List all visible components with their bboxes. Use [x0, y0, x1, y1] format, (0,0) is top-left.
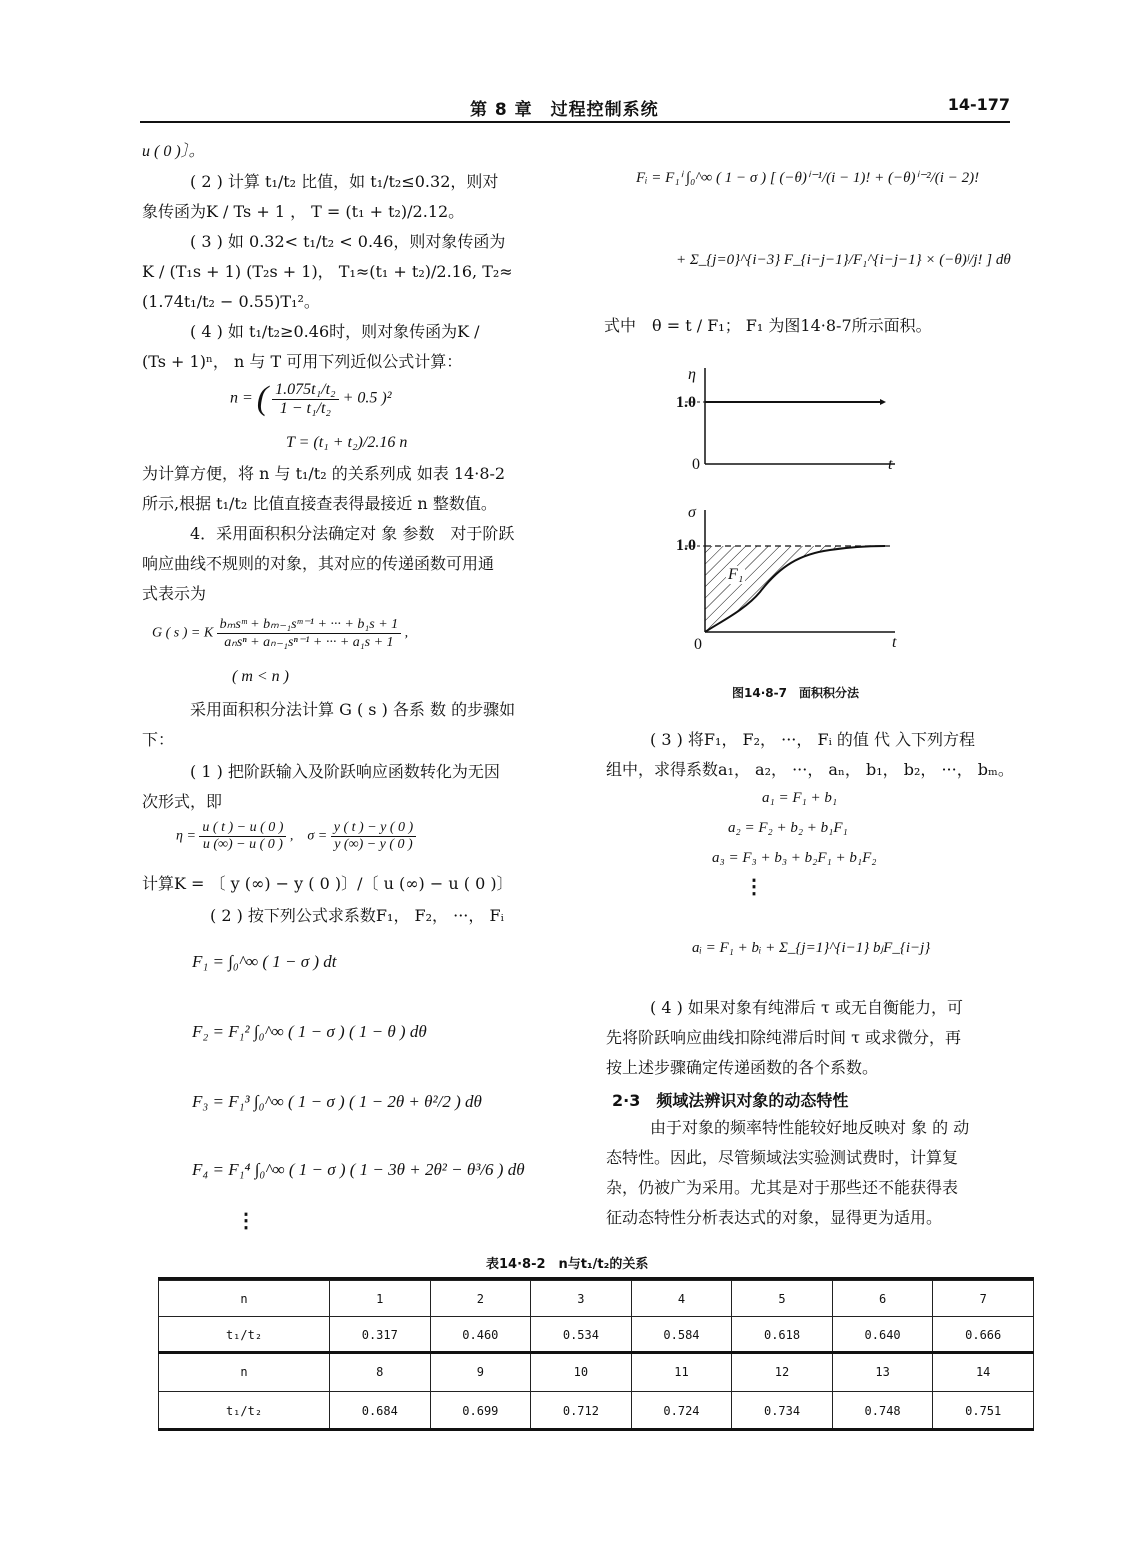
text-line: 杂，仍被广为采用。尤其是对于那些还不能获得表	[606, 1178, 959, 1197]
table-cell: 9	[430, 1353, 531, 1392]
table-cell: 14	[933, 1353, 1034, 1392]
text-line: u ( 0 )〕。	[142, 143, 205, 160]
axis-label-eta: η	[688, 366, 696, 383]
table-cell: 2	[430, 1281, 531, 1317]
formula-f1: F₁ = ∫₀^∞ ( 1 − σ ) dt	[192, 952, 337, 971]
section-heading: 2·3 频域法辨识对象的动态特性	[612, 1091, 849, 1110]
header-rule	[140, 121, 1010, 123]
numerator: u ( t ) − u ( 0 )	[199, 820, 286, 837]
table-cell: 8	[330, 1353, 431, 1392]
axis-label-t: t	[892, 634, 897, 651]
formula-n: n = ( $\frac{\text{1.075t₁/t₂}}{\text{1 − t₁/t₂}}$ + 0.5 )²	[230, 380, 392, 417]
axis-label-t: t	[888, 456, 893, 473]
chapter-title: 第 8 章 过程控制系统	[470, 100, 659, 120]
text-line: (1.74t₁/t₂ − 0.55)T₁²。	[142, 292, 320, 311]
formula-a2: a₂ = F₂ + b₂ + b₁F₁	[728, 820, 848, 836]
table-cell: 0.666	[933, 1317, 1034, 1353]
table-cell: 0.618	[732, 1317, 833, 1353]
text-line: ( 2 ) 计算 t₁/t₂ 比值，如 t₁/t₂≤0.32，则对	[190, 172, 499, 191]
text-line: 态特性。因此，尽管频域法实验测试费时，计算复	[606, 1148, 959, 1167]
table-cell: 0.534	[531, 1317, 632, 1353]
tick-label: 0	[692, 456, 700, 473]
formula-a1: a₁ = F₁ + b₁	[762, 790, 838, 806]
vertical-ellipsis: ⋮	[236, 1208, 256, 1232]
text-line: 式表示为	[142, 584, 207, 603]
table-cell: 0.640	[832, 1317, 933, 1353]
text-line: 征动态特性分析表达式的对象，显得更为适用。	[606, 1208, 943, 1227]
formula-part: , σ =	[289, 828, 328, 844]
formula-part: G ( s ) = K	[152, 625, 214, 641]
text-line: 为计算方便，将 n 与 t₁/t₂ 的关系列成 如表 14·8-2	[142, 464, 506, 483]
table-cell: 0.734	[732, 1392, 833, 1431]
text-line: ( 1 ) 把阶跃输入及阶跃响应函数转化为无因	[190, 762, 500, 781]
table-row	[159, 1317, 1034, 1353]
text-line: 4．采用面积积分法确定对 象 参数 对于阶跃	[190, 524, 515, 543]
table-cell: 0.712	[531, 1392, 632, 1431]
formula-ai: aᵢ = F₁ + bᵢ + Σ_{j=1}^{i−1} bⱼF_{i−j}	[692, 940, 931, 956]
text-line: 先将阶跃响应曲线扣除纯滞后时间 τ 或求微分，再	[606, 1028, 962, 1047]
axis-label-sigma: σ	[688, 504, 696, 521]
row-header-cell: t₁/t₂	[159, 1317, 330, 1353]
page-number: 14-177	[947, 95, 1010, 114]
table-cell: 0.584	[631, 1317, 732, 1353]
arrow-icon	[880, 399, 886, 405]
text-line: 按上述步骤确定传递函数的各个系数。	[606, 1058, 879, 1077]
table-row	[159, 1281, 1034, 1317]
text-line: ( 2 ) 按下列公式求系数F₁， F₂， ···， Fᵢ	[210, 906, 504, 925]
table-cell: 10	[531, 1353, 632, 1392]
formula-part: η =	[176, 828, 196, 844]
tick-label: 0	[694, 636, 702, 653]
table-cell: 4	[631, 1281, 732, 1317]
text-line: 式中 θ = t / F₁； F₁ 为图14·8-7所示面积。	[604, 316, 932, 335]
table-cell: 5	[732, 1281, 833, 1317]
table-cell: 0.684	[330, 1392, 431, 1431]
denominator: y (∞) − y ( 0 )	[334, 837, 413, 852]
formula-f2: F₂ = F₁² ∫₀^∞ ( 1 − σ ) ( 1 − θ ) dθ	[192, 1022, 427, 1041]
text-line: 所示,根据 t₁/t₂ 比值直接查表得最接近 n 整数值。	[142, 494, 497, 513]
denominator: aₙsⁿ + aₙ₋₁sⁿ⁻¹ + ··· + a₁s + 1	[224, 635, 394, 650]
row-header-cell: n	[159, 1353, 330, 1392]
formula-f3: F₃ = F₁³ ∫₀^∞ ( 1 − σ ) ( 1 − 2θ + θ²/2 ) dθ	[192, 1092, 482, 1111]
table-bottom-rule	[158, 1428, 1034, 1431]
table-cell: 3	[531, 1281, 632, 1317]
text-line: ( 3 ) 如 0.32< t₁/t₂ < 0.46，则对象传函为	[190, 232, 506, 251]
hatched-area-f1	[705, 546, 885, 632]
formula-t: T = (t₁ + t₂)/2.16 n	[286, 434, 408, 451]
text-line: 采用面积积分法计算 G ( s ) 各系 数 的步骤如	[190, 700, 516, 719]
formula-condition: ( m < n )	[232, 668, 290, 685]
formula-fi-line1: Fᵢ = F₁ⁱ ∫₀^∞ ( 1 − σ ) [ (−θ)ⁱ⁻¹/(i − 1)! + (−θ)ⁱ⁻²/(i − 2)!	[636, 170, 980, 186]
numerator: y ( t ) − y ( 0 )	[331, 820, 416, 837]
area-label: F₁	[728, 566, 744, 583]
table-caption: 表14·8-2 n与t₁/t₂的关系	[486, 1257, 649, 1272]
text-line: ( 4 ) 如 t₁/t₂≥0.46时，则对象传函为K /	[190, 322, 480, 341]
figure-caption: 图14·8-7 面积积分法	[732, 686, 859, 700]
tick-label: 1.0	[676, 394, 696, 411]
table-cell: 0.460	[430, 1317, 531, 1353]
formula-fi-line2: + Σ_{j=0}^{i−3} F_{i−j−1}/F₁^{i−j−1} × (−θ)ʲ/j! ] dθ	[676, 252, 1011, 268]
text-line: (Ts + 1)ⁿ， n 与 T 可用下列近似公式计算：	[142, 352, 463, 371]
denominator: 1 − t₁/t₂	[279, 399, 331, 417]
text-line: 次形式，即	[142, 792, 223, 811]
text-line: 计算K = 〔 y (∞) − y ( 0 )〕/〔 u (∞) − u ( 0 )〕	[142, 874, 513, 893]
fraction	[272, 381, 338, 418]
text-line: 象传函为K / Ts + 1 ， T = (t₁ + t₂)/2.12。	[142, 202, 465, 221]
formula-a3: a₃ = F₃ + b₃ + b₂F₁ + b₁F₂	[712, 850, 877, 866]
formula-eta-sigma	[176, 820, 416, 853]
numerator: 1.075t₁/t₂	[272, 381, 338, 400]
fraction	[217, 616, 401, 651]
fraction	[199, 820, 286, 853]
table-cell: 0.748	[832, 1392, 933, 1431]
row-header-cell: t₁/t₂	[159, 1392, 330, 1431]
table-cell: 7	[933, 1281, 1034, 1317]
text-line: 由于对象的频率特性能较好地反映对 象 的 动	[650, 1118, 970, 1137]
table-row	[159, 1353, 1034, 1392]
table-cell: 6	[832, 1281, 933, 1317]
text-line: ( 3 ) 将F₁， F₂， ···， Fᵢ 的值 代 入下列方程	[650, 730, 976, 749]
denominator: u (∞) − u ( 0 )	[202, 837, 283, 852]
table-cell: 0.751	[933, 1392, 1034, 1431]
text-line: 下：	[142, 730, 175, 749]
table-cell: 0.699	[430, 1392, 531, 1431]
numerator: bₘsᵐ + bₘ₋₁sᵐ⁻¹ + ··· + b₁s + 1	[217, 616, 401, 634]
formula-g	[152, 616, 408, 651]
text-line: K / (T₁s + 1) (T₂s + 1)， T₁≈(t₁ + t₂)/2.16, T₂≈	[142, 262, 513, 281]
formula-part: n =	[230, 389, 253, 407]
formula-part: + 0.5 )²	[342, 389, 392, 407]
vertical-ellipsis: ⋮	[744, 874, 764, 898]
n-ratio-table	[158, 1280, 1034, 1431]
table-cell: 0.724	[631, 1392, 732, 1431]
text-line: ( 4 ) 如果对象有纯滞后 τ 或无自衡能力，可	[650, 998, 963, 1017]
table-cell: 0.317	[330, 1317, 431, 1353]
tick-label: 1.0	[676, 537, 696, 554]
text-line: 响应曲线不规则的对象，其对应的传递函数可用通	[142, 554, 495, 573]
formula-f4: F₄ = F₁⁴ ∫₀^∞ ( 1 − σ ) ( 1 − 3θ + 2θ² − θ³/6 ) dθ	[192, 1160, 525, 1179]
table-cell: 12	[732, 1353, 833, 1392]
area-integration-figure	[660, 360, 920, 660]
fraction	[331, 820, 416, 853]
text-line: 组中，求得系数a₁， a₂， ···， aₙ， b₁， b₂， ···， bₘ。	[606, 760, 1014, 779]
table-cell: 11	[631, 1353, 732, 1392]
table-cell: 13	[832, 1353, 933, 1392]
table-mid-rule	[158, 1351, 1034, 1354]
table-row	[159, 1392, 1034, 1431]
table-cell: 1	[330, 1281, 431, 1317]
row-header-cell: n	[159, 1281, 330, 1317]
formula-part: ,	[404, 625, 409, 641]
